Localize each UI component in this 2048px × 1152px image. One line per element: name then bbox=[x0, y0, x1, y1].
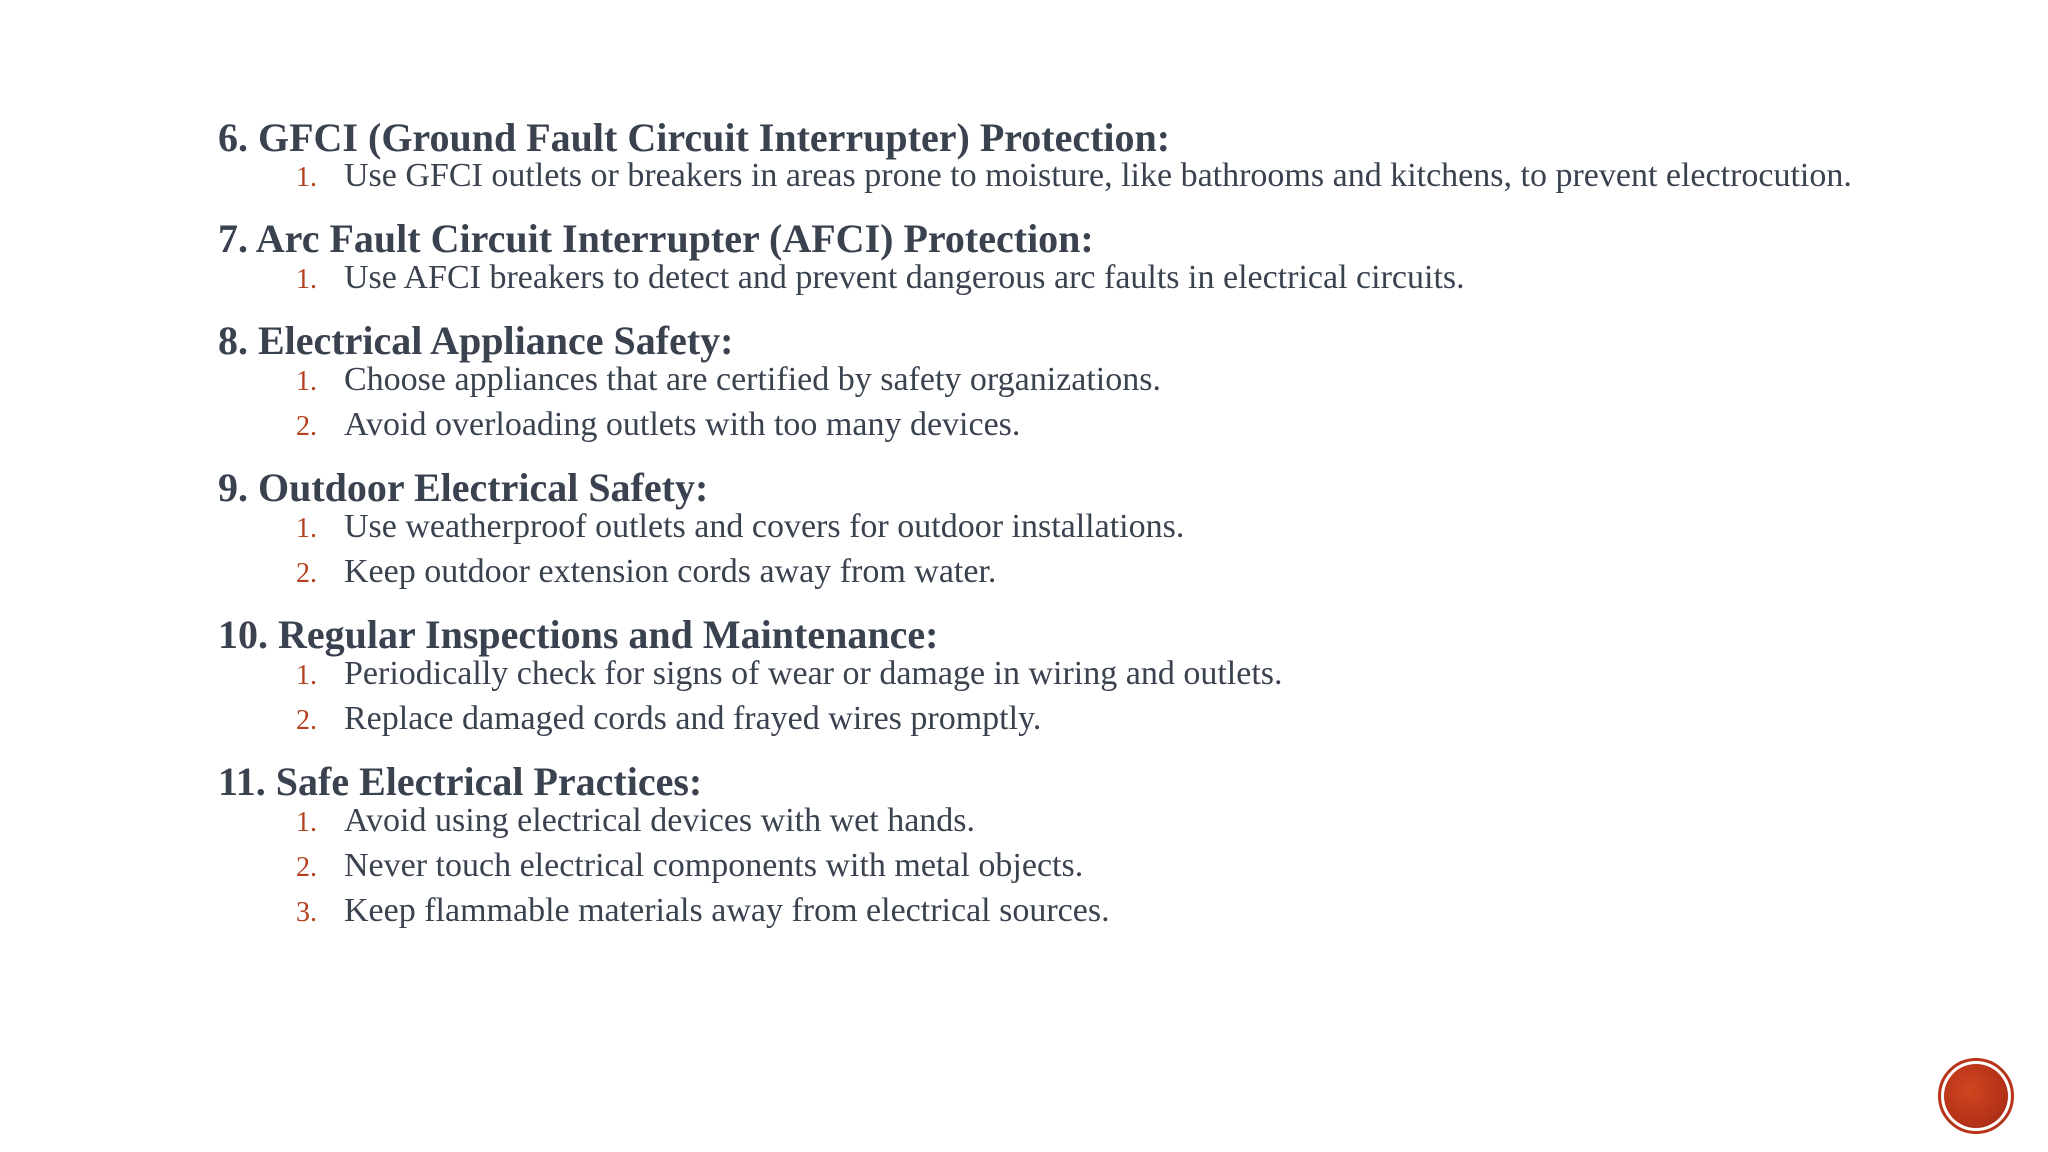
item-number: 3. bbox=[296, 897, 317, 928]
item-text: Keep outdoor extension cords away from water. bbox=[344, 553, 997, 590]
list-item bbox=[296, 804, 1898, 840]
section-heading: 10. Regular Inspections and Maintenance: bbox=[218, 612, 939, 657]
slide-content bbox=[218, 116, 1898, 952]
item-number: 1. bbox=[296, 807, 317, 838]
section-outdoor-safety bbox=[218, 466, 1898, 591]
item-number: 1. bbox=[296, 264, 317, 295]
section-heading: 11. Safe Electrical Practices: bbox=[218, 759, 703, 804]
section-heading: 7. Arc Fault Circuit Interrupter (AFCI) Protection: bbox=[218, 216, 1094, 261]
item-number: 2. bbox=[296, 852, 317, 883]
item-list bbox=[218, 657, 1898, 738]
list-item bbox=[296, 657, 1898, 693]
item-number: 2. bbox=[296, 558, 317, 589]
slide-badge-icon bbox=[1938, 1058, 2014, 1134]
item-number: 1. bbox=[296, 660, 317, 691]
item-number: 1. bbox=[296, 513, 317, 544]
list-item bbox=[296, 363, 1898, 399]
section-safe-practices bbox=[218, 760, 1898, 930]
item-text: Use GFCI outlets or breakers in areas prone to moisture, like bathrooms and kitchens, to prevent electrocution. bbox=[344, 157, 1852, 194]
item-number: 1. bbox=[296, 366, 317, 397]
item-list bbox=[218, 157, 1898, 195]
item-text: Avoid overloading outlets with too many devices. bbox=[344, 406, 1021, 443]
item-text: Avoid using electrical devices with wet hands. bbox=[344, 802, 976, 839]
item-text: Choose appliances that are certified by safety organizations. bbox=[344, 361, 1161, 398]
item-number: 2. bbox=[296, 411, 317, 442]
section-appliance-safety bbox=[218, 319, 1898, 444]
item-list bbox=[218, 804, 1898, 930]
item-text: Use weatherproof outlets and covers for outdoor installations. bbox=[344, 508, 1185, 545]
list-item bbox=[296, 408, 1898, 444]
item-number: 2. bbox=[296, 705, 317, 736]
item-list bbox=[218, 363, 1898, 444]
section-heading: 8. Electrical Appliance Safety: bbox=[218, 318, 734, 363]
item-text: Periodically check for signs of wear or damage in wiring and outlets. bbox=[344, 655, 1283, 692]
section-gfci bbox=[218, 116, 1898, 195]
badge-fill bbox=[1944, 1064, 2008, 1128]
item-text: Replace damaged cords and frayed wires promptly. bbox=[344, 700, 1042, 737]
item-list bbox=[218, 510, 1898, 591]
section-heading: 9. Outdoor Electrical Safety: bbox=[218, 465, 709, 510]
list-item bbox=[296, 261, 1898, 297]
item-number: 1. bbox=[296, 162, 317, 193]
item-list bbox=[218, 261, 1898, 297]
section-inspections bbox=[218, 613, 1898, 738]
list-item bbox=[296, 555, 1898, 591]
list-item bbox=[296, 157, 1898, 195]
list-item bbox=[296, 510, 1898, 546]
list-item bbox=[296, 849, 1898, 885]
item-text: Never touch electrical components with metal objects. bbox=[344, 847, 1084, 884]
item-text: Keep flammable materials away from electrical sources. bbox=[344, 892, 1110, 929]
list-item bbox=[296, 702, 1898, 738]
section-afci bbox=[218, 217, 1898, 297]
list-item bbox=[296, 894, 1898, 930]
section-heading: 6. GFCI (Ground Fault Circuit Interrupter) Protection: bbox=[218, 115, 1171, 160]
item-text: Use AFCI breakers to detect and prevent dangerous arc faults in electrical circuits. bbox=[344, 259, 1465, 296]
